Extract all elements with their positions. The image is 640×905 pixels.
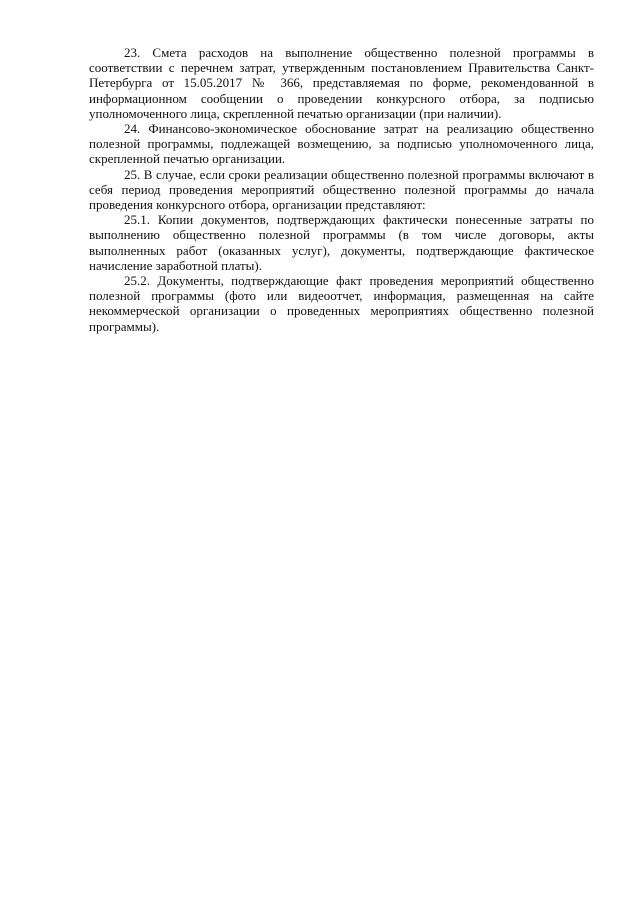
paragraph-25-1: 25.1. Копии документов, подтверждающих фактически понесенные затраты по выполнению общественно полезной программы (в том числе договоры, акты выполненных работ (оказанных услуг), документы, подтверждающие фактическое начисление заработной платы). [89, 212, 594, 273]
paragraph-25-2: 25.2. Документы, подтверждающие факт проведения мероприятий общественно полезной программы (фото или видеоотчет, информация, размещенная на сайте некоммерческой организации о проведенных мероприятиях общественно полезной программы). [89, 273, 594, 334]
paragraph-23: 23. Смета расходов на выполнение общественно полезной программы в соответствии с перечнем затрат, утвержденным постановлением Правительства Санкт-Петербурга от 15.05.2017 № 366, представляемая по форме, рекомендованной в информационном сообщении о проведении конкурсного отбора, за подписью уполномоченного лица, скрепленной печатью организации (при наличии). [89, 45, 594, 121]
paragraph-24: 24. Финансово-экономическое обоснование затрат на реализацию общественно полезной программы, подлежащей возмещению, за подписью уполномоченного лица, скрепленной печатью организации. [89, 121, 594, 167]
document-body [89, 45, 594, 334]
paragraph-25: 25. В случае, если сроки реализации общественно полезной программы включают в себя период проведения мероприятий общественно полезной программы до начала проведения конкурсного отбора, организации представляют: [89, 166, 594, 213]
